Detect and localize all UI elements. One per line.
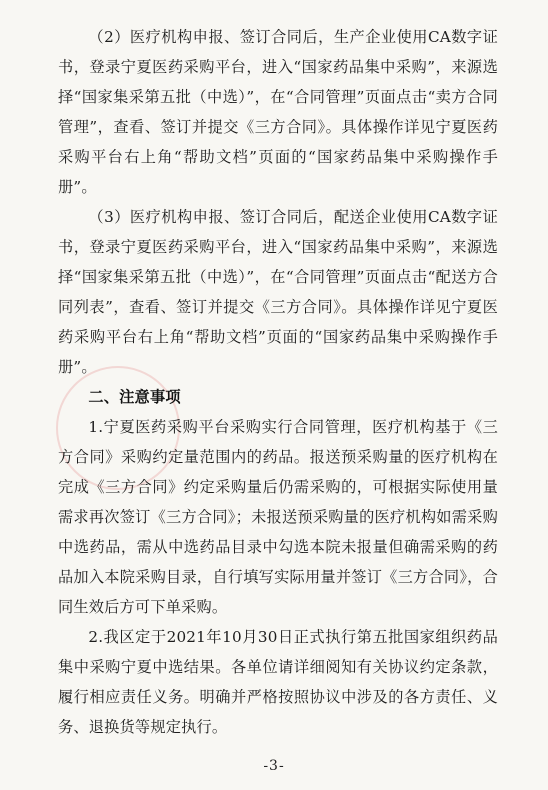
page-number: -3-: [263, 758, 285, 774]
paragraph-producer-contract: （2）医疗机构申报、签订合同后，生产企业使用CA数字证书，登录宁夏医药采购平台，进入“国家药品集中采购”，来源选择“国家集采第五批（中选）”，在“合同管理”页面点击“卖方合同管理”，查看、签订并提交《三方合同》。具体操作详见宁夏医药采购平台右上角“帮助文档”页面的“国家药品集中采购操作手册”。: [58, 28, 498, 196]
document-body: [58, 22, 498, 742]
section-heading-notes: 二、注意事项: [88, 388, 181, 406]
paragraph-distributor-contract: （3）医疗机构申报、签订合同后，配送企业使用CA数字证书，登录宁夏医药采购平台，进入“国家药品集中采购”，来源选择“国家集采第五批（中选）”，在“合同管理”页面点击“配送方合同列表”，查看、签订并提交《三方合同》。具体操作详见宁夏医药采购平台右上角“帮助文档”页面的“国家药品集中采购操作手册”。: [58, 208, 498, 376]
paragraph-note-1: 1.宁夏医药采购平台采购实行合同管理，医疗机构基于《三方合同》采购约定量范围内的药品。报送预采购量的医疗机构在完成《三方合同》约定采购量后仍需采购的，可根据实际使用量需求再次签订《三方合同》；未报送预采购量的医疗机构如需采购中选药品，需从中选药品目录中勾选本院未报量但确需采购的药品加入本院采购目录，自行填写实际用量并签订《三方合同》，合同生效后方可下单采购。: [58, 418, 498, 616]
paragraph-note-2: 2.我区定于2021年10月30日正式执行第五批国家组织药品集中采购宁夏中选结果。各单位请详细阅知有关协议约定条款，履行相应责任义务。明确并严格按照协议中涉及的各方责任、义务、退换货等规定执行。: [58, 628, 498, 736]
